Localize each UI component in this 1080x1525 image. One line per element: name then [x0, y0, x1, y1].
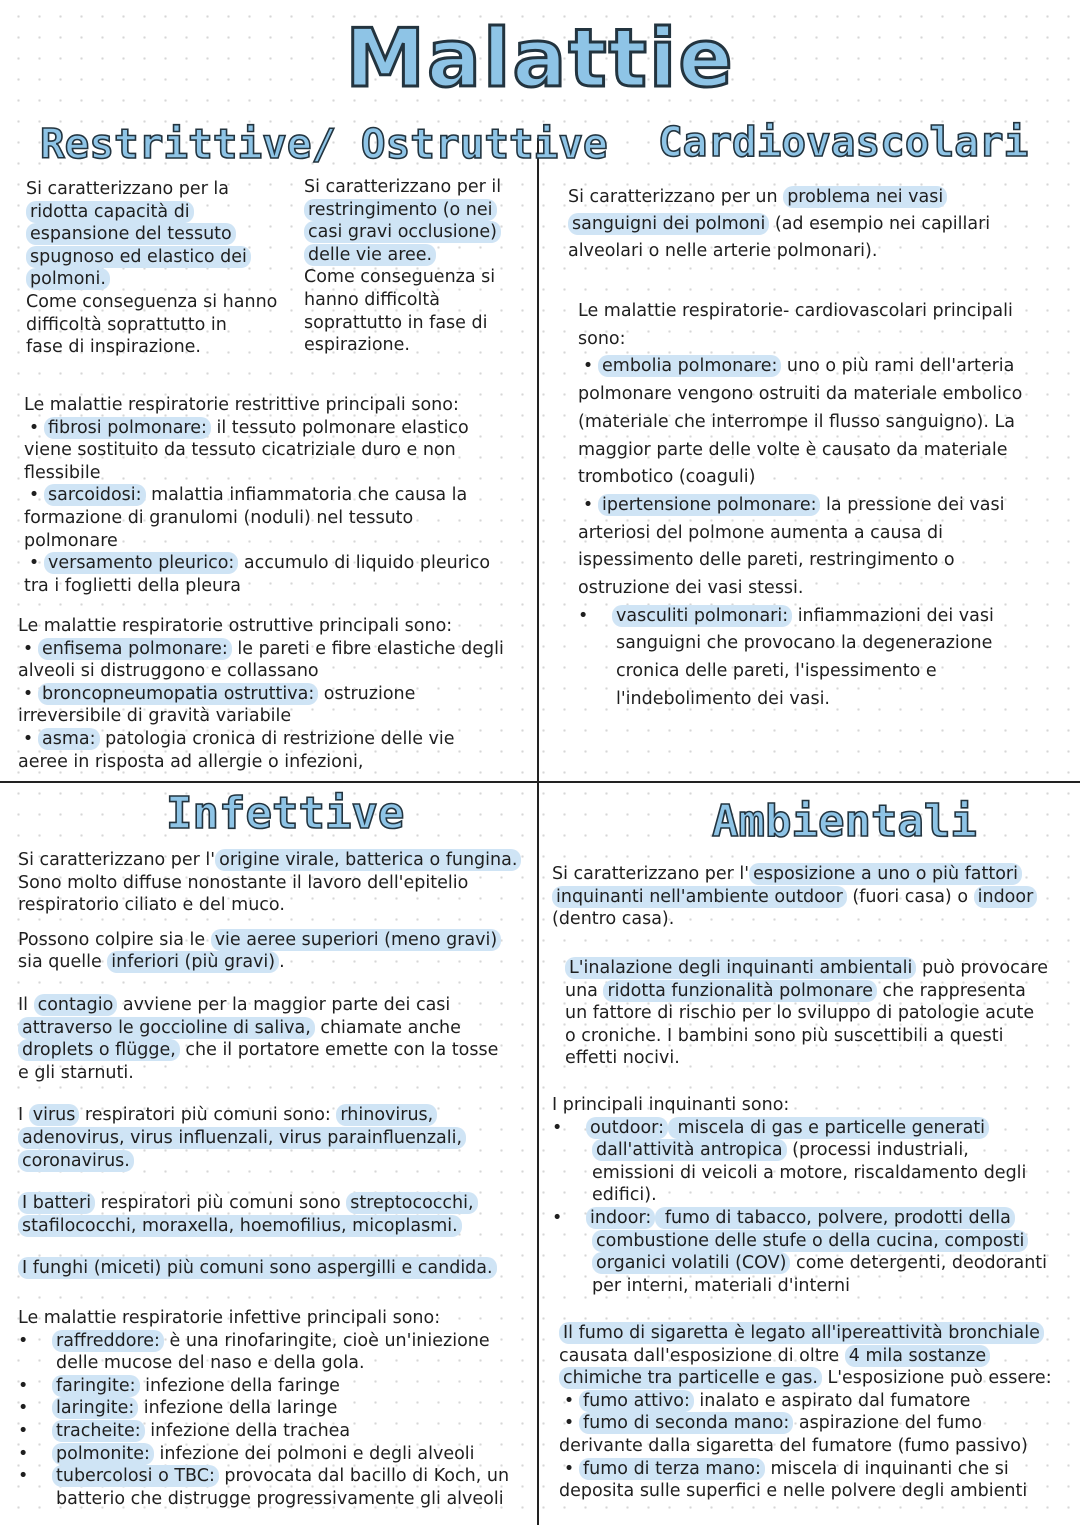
- list-item: • fumo di seconda mano: aspirazione del fumo: [563, 1413, 983, 1434]
- list-item: • vasculiti polmonari: infiammazioni dei vasi: [578, 605, 994, 626]
- ambientali-effects: L'inalazione degli inquinanti ambientali può provocare una ridotta funzionalità polmonare che rappresenta un fattore di rischio per lo sviluppo di patologie acute o croniche. I bambini sono più suscettibili a questi effetti nocivi.: [565, 958, 1049, 1069]
- ambientali-definition: Si caratterizzano per l' esposizione a uno o più fattori inquinanti nell'ambiente outdoor (fuori casa) o indoor (dentro casa).: [552, 863, 1037, 931]
- list-item: • embolia polmonare: uno o più rami dell'arteria: [582, 356, 1015, 377]
- restrittive-list: Le malattie respiratorie restrittive principali sono: • fibrosi polmonare: il tessuto polmonare elastico viene sostituito da tessuto cicatriziale duro e non flessibile • sarcoidosi: malattia infiammatoria che causa la formazione di granulomi (noduli) nel tessuto polmonare • versamento pleurico: accumulo di liquido pleurico tra i foglietti della pleura: [24, 395, 491, 596]
- list-item: • polmonite: infezione dei polmoni e degli alveoli: [18, 1443, 475, 1464]
- list-item: • fumo di terza mano: miscela di inquinanti che si: [563, 1458, 1009, 1479]
- list-item: • tracheite: infezione della trachea: [18, 1420, 351, 1441]
- list-item: • fibrosi polmonare: il tessuto polmonare elastico: [28, 417, 469, 438]
- horizontal-divider: [0, 781, 1080, 783]
- cardio-definition: Si caratterizzano per un problema nei vasi sanguigni dei polmoni (ad esempio nei capillari alveolari o nelle arterie polmonari).: [568, 187, 991, 261]
- list-item: • versamento pleurico: accumulo di liquido pleurico: [28, 553, 491, 574]
- list-item: • ipertensione polmonare: la pressione dei vasi: [582, 494, 1005, 515]
- list-item: • laringite: infezione della laringe: [18, 1398, 338, 1419]
- restrittive-title: Restrittive/ Ostruttive: [40, 120, 608, 168]
- ambientali-title: Ambientali: [712, 796, 977, 847]
- ostruttive-definition: Si caratterizzano per il restringimento (o nei casi gravi occlusione) delle vie aree. Come conseguenza si hanno difficoltà soprattutto in fase di espirazione.: [304, 177, 502, 356]
- list-item: • broncopneumopatia ostruttiva: ostruzione: [22, 683, 416, 704]
- list-item: • indoor: fumo di tabacco, polvere, prodotti della: [552, 1207, 1047, 1230]
- list-item: • faringite: infezione della faringe: [18, 1375, 340, 1396]
- list-item: • asma: patologia cronica di restrizione delle vie: [22, 728, 455, 749]
- fumo-section: Il fumo di sigaretta è legato all'ipereattività bronchiale causata dall'esposizione di oltre 4 mila sostanze chimiche tra particelle e gas. L'esposizione può essere: • fumo attivo: inalato e aspirato dal fumatore • fumo di seconda mano: aspirazione del fumo derivante dalla sigaretta del fumatore (fumo passivo) • fumo di terza mano: miscela di inquinanti che si deposita sulle superfici e nelle polvere degli ambienti: [559, 1323, 1052, 1502]
- list-item: • fumo attivo: inalato e aspirato dal fumatore: [563, 1390, 971, 1411]
- vertical-divider: [537, 138, 539, 1525]
- page-title: Malattie: [345, 12, 735, 105]
- cardio-title: Cardiovascolari: [658, 118, 1029, 166]
- list-item: • outdoor: miscela di gas e particelle generati: [552, 1117, 1047, 1140]
- ostruttive-list: Le malattie respiratorie ostruttive principali sono: • enfisema polmonare: le pareti e fibre elastiche degli alveoli si distruggono e collassano • broncopneumopatia ostruttiva: ostruzione irreversibile di gravità variabile • asma: patologia cronica di restrizione delle vie aeree in risposta ad allergie o infezioni,: [18, 616, 504, 772]
- infettive-list: Le malattie respiratorie infettive principali sono: • raffreddore: è una rinofaringite, cioè un'iniezione delle mucose del naso e della gola. • faringite: infezione della faringe • laringite: infezione della laringe • tracheite: infezione della trachea • polmonite: infezione dei polmoni e degli alveoli • tubercolosi o TBC: provocata dal bacillo di Koch, un batterio che distrugge progressivamente gli alveoli: [18, 1308, 510, 1509]
- list-item: • sarcoidosi: malattia infiammatoria che causa la: [28, 485, 468, 506]
- list-item: • tubercolosi o TBC: provocata dal bacillo di Koch, un: [18, 1466, 510, 1487]
- list-item: • enfisema polmonare: le pareti e fibre elastiche degli: [22, 638, 504, 659]
- cardio-list: Le malattie respiratorie- cardiovascolari principali sono: • embolia polmonare: uno o più rami dell'arteria polmonare vengono ostruiti da materiale embolico (materiale che interrompe il flusso sanguigno). La maggior parte delle volte è causato da materiale trombotico (coaguli) • ipertensione polmonare: la pressione dei vasi arteriosi del polmone aumenta a causa di ispessimento delle pareti, restringimento o ostruzione dei vasi stessi. • vasculiti polmonari: infiammazioni dei vasi sanguigni che provocano la degenerazione cronica delle pareti, l'ispessimento e l'indebolimento dei vasi.: [578, 301, 1023, 709]
- infettive-title: Infettive: [166, 788, 405, 839]
- infettive-definition: Si caratterizzano per l' origine virale, batterica o fungina. Sono molto diffuse nonostante il lavoro dell'epitelio respiratorio ciliato e del muco. Possono colpire sia le vie aeree superiori (meno gravi) sia quelle inferiori (più gravi) . Il contagio avviene per la maggior parte dei casi attraverso le goccioline di saliva, chiamate anche droplets o flügge, che il portatore emette con la tosse e gli starnuti. I virus respiratori più comuni sono: rhinovirus, adenovirus, virus influenzali, virus parainfluenzali, coronavirus. I batteri respiratori più comuni sono streptococchi, stafilococchi, moraxella, hoemofilius, micoplasmi. I funghi (miceti) più comuni sono aspergilli e candida.: [18, 849, 521, 1280]
- list-item: • raffreddore: è una rinofaringite, cioè un'iniezione: [18, 1330, 490, 1351]
- inquinanti-list: I principali inquinanti sono: • outdoor: miscela di gas e particelle generati dall'attività antropica (processi industriali, emissioni di veicoli a motore, riscaldamento degli edifici). • indoor: fumo di tabacco, polvere, prodotti della combustione delle stufe o della cucina, composti organici volatili (COV) come detergenti, deodoranti per interni, materiali d'interni: [552, 1095, 1048, 1296]
- restrittive-definition: Si caratterizzano per la ridotta capacità di espansione del tessuto spugnoso ed elastico dei polmoni. Come conseguenza si hanno difficoltà soprattutto in fase di inspirazione.: [26, 179, 278, 358]
